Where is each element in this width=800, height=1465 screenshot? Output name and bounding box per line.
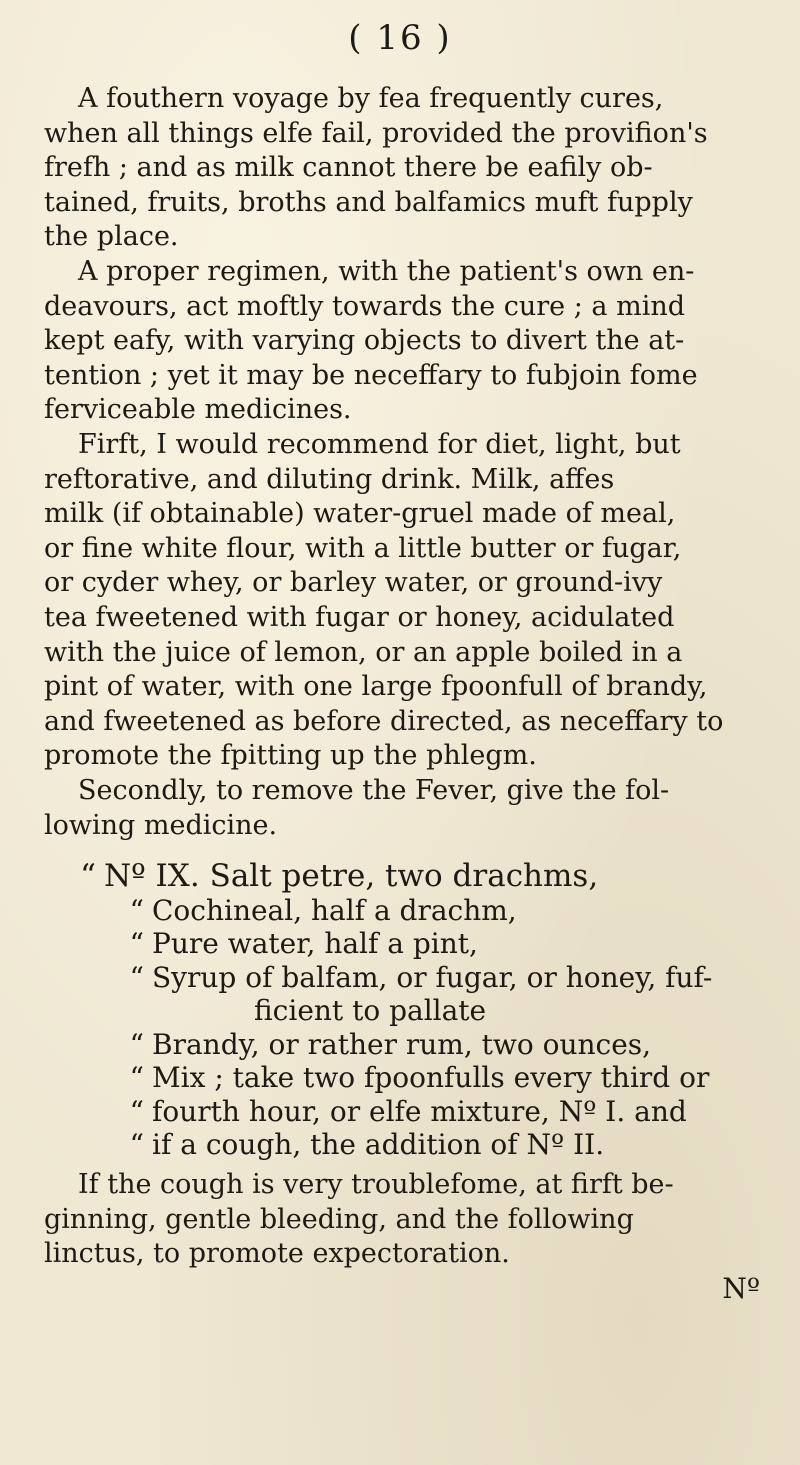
text-line: kept eafy, with varying objects to divert the at- [44,325,685,357]
prescription-line: “ if a cough, the addition of Nº II. [129,1128,605,1161]
text-line: promote the fpitting up the phlegm. [44,740,537,772]
prescription-block [40,860,780,1162]
catchword: Nº [722,1272,760,1305]
prescription-line: “ Mix ; take two fpoonfulls every third or [129,1061,710,1094]
text-line: frefh ; and as milk cannot there be eafily ob- [44,152,653,184]
text-line: milk (if obtainable) water-gruel made of meal, [44,498,676,530]
prescription-line: “ Nº IX. Salt petre, two drachms, [80,858,599,894]
text-line: A proper regimen, with the patient's own en- [78,256,695,287]
text-line: tention ; yet it may be neceffary to fubjoin fome [44,359,698,391]
paragraph-closing [44,1168,772,1272]
paragraph-4 [44,774,772,843]
text-line: ferviceable medicines. [44,394,352,426]
text-line: or fine white flour, with a little butter or fugar, [44,532,682,564]
text-line: tained, fruits, broths and balfamics muft fupply [44,186,693,218]
paragraph-1 [44,82,772,255]
text-line: Firft, I would recommend for diet, light, but [78,429,681,460]
text-line: linctus, to promote expectoration. [44,1238,510,1270]
text-line: If the cough is very troublefome, at firft be- [78,1169,674,1200]
prescription-line: “ fourth hour, or elfe mixture, Nº I. and [129,1094,687,1128]
text-line: and fweetened as before directed, as neceffary to [44,705,724,737]
prescription-line: “ Syrup of balfam, or fugar, or honey, fuf- [129,960,713,994]
prescription-line: “ Pure water, half a pint, [129,927,478,960]
text-line: with the juice of lemon, or an apple boiled in a [44,636,683,668]
text-line: when all things elfe fail, provided the provifion's [44,117,708,149]
text-line: lowing medicine. [44,809,278,841]
text-line: or cyder whey, or barley water, or ground-ivy [44,567,663,599]
paragraph-2 [44,255,772,428]
text-line: A fouthern voyage by fea frequently cures, [78,83,664,114]
text-line: deavours, act moftly towards the cure ; a mind [44,290,685,322]
text-line: the place. [44,221,179,253]
text-line: ginning, gentle bleeding, and the following [44,1203,634,1235]
text-line: reftorative, and diluting drink. Milk, affes [44,463,615,495]
prescription-line: “ Brandy, or rather rum, two ounces, [129,1027,652,1061]
text-line: Secondly, to remove the Fever, give the fol- [78,775,670,806]
prescription-line: ficient to pallate [254,994,487,1027]
paragraph-3 [44,428,772,774]
prescription-line: “ Cochineal, half a drachm, [129,893,517,927]
text-line: pint of water, with one large fpoonfull of brandy, [44,671,708,703]
text-line: tea fweetened with fugar or honey, acidulated [44,601,675,633]
page-number: ( 16 ) [348,18,452,58]
